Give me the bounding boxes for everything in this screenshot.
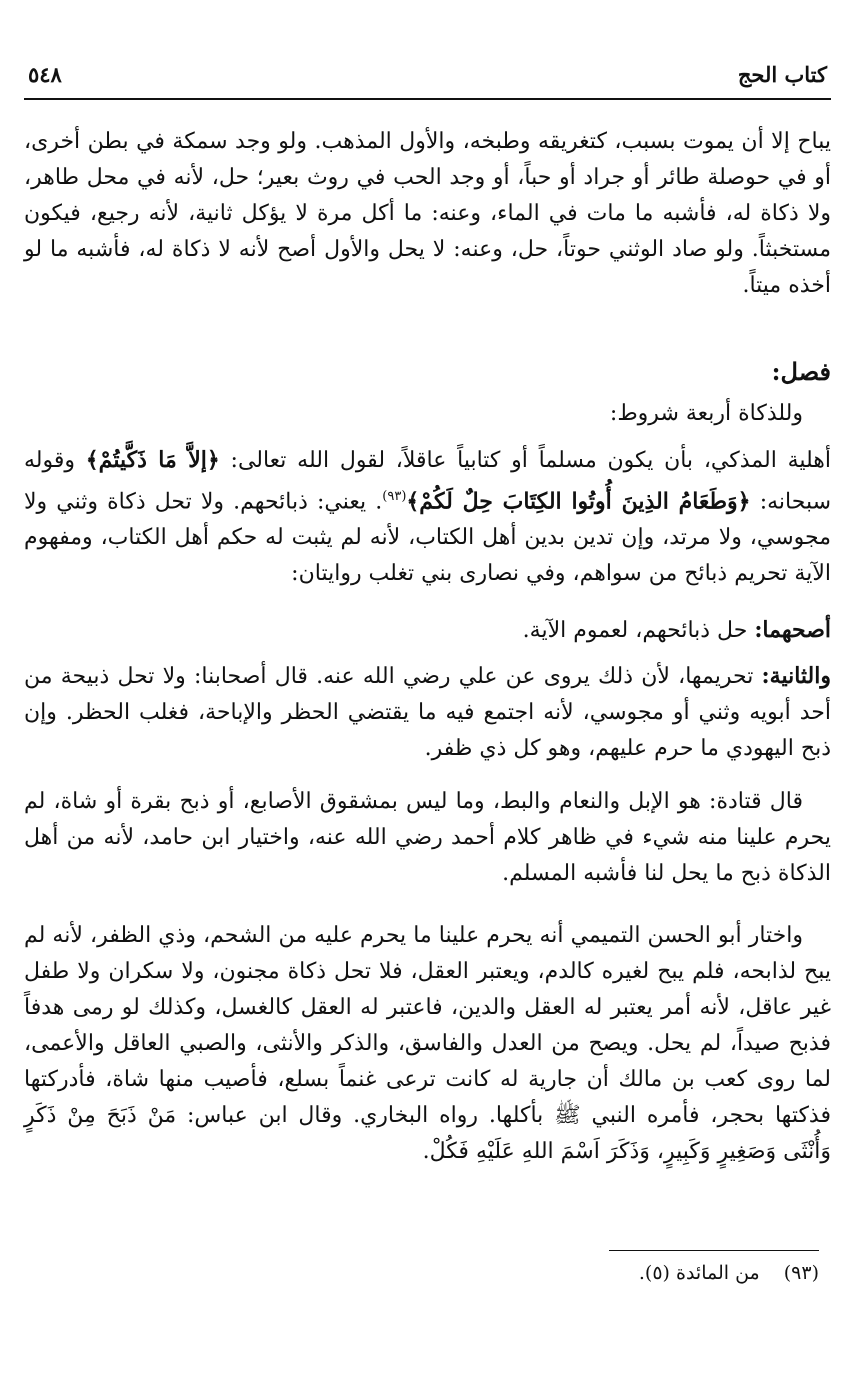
paragraph-7	[24, 918, 831, 1170]
paragraph-7-text: واختار أبو الحسن التميمي أنه يحرم علينا ما يحرم عليه من الشحم، وذي الظفر، لأنه لم يبح لذابحه، فلم يبح لغيره كالدم، ويعتبر العقل، فلا تحل ذكاة مجنون، ولا سكران ولا طفل غير عاقل، لأنه أمر يعتبر له العقل والدين، فاعتبر له العقل كالغسل، وكذلك لو رمى هدفاً فذبح صيداً، لم يحل. ويصح من العدل والفاسق، والذكر والأنثى، والصبي العاقل والأعمى، لما روى كعب بن مالك أن جارية له كانت ترعى غنماً بسلع، فأصيب منها شاة، فأدركتها فذكتها بحجر، فأمره النبي ﷺ بأكلها. رواه البخاري. وقال ابن عباس: مَنْ ذَبَحَ مِنْ ذَكَرٍ وَأُنْثَى وَصَغِيرٍ وَكَبِيرٍ، وَذَكَرَ اَسْمَ اللهِ عَلَيْهِ فَكُلْ.	[24, 923, 831, 1164]
paragraph-4	[24, 612, 831, 649]
header-rule	[24, 98, 831, 100]
footnote-marker: (٩٣)	[382, 489, 407, 504]
running-title: كتاب الحج	[737, 62, 827, 87]
footnote-text: من المائدة (٥).	[638, 1262, 760, 1284]
footnote	[615, 1262, 819, 1284]
paragraph-1-text: يباح إلا أن يموت بسبب، كتغريقه وطبخه، والأول المذهب. ولو وجد سمكة في بطن أخرى، أو في حوصلة طائر أو جراد أو حباً، أو وجد الحب في روث بعير؛ حل، لأنه في محل طاهر، ولا ذكاة له، فأشبه ما مات في الماء، وعنه: ما أكل مرة لا يؤكل ثانية، لأنه رجيع، فيكون مستخبثاً. ولو صاد الوثني حوتاً، حل، وعنه: لا يحل والأول أصح لأنه لا ذكاة له، فأشبه ما لو أخذه ميتاً.	[24, 129, 831, 298]
paragraph-4-lead: أصحهما:	[754, 617, 831, 643]
paragraph-2	[24, 396, 831, 432]
paragraph-3-text-a: أهلية المذكي، بأن يكون مسلماً أو كتابياً عاقلاً، لقول الله تعالى:	[230, 448, 832, 473]
paragraph-5-lead: والثانية:	[761, 663, 831, 689]
paragraph-3-text-c: . يعني: ذبائحهم. ولا تحل ذكاة وثني ولا مجوسي، ولا مرتد، وإن تدين بدين أهل الكتاب، لأنه لم يثبت له حكم أهل الكتاب، ومفهوم الآية تحريم ذبائح من سواهم، وفي نصارى بني تغلب روايتان:	[24, 489, 831, 587]
section-heading-text: فصل:	[771, 357, 831, 386]
paragraph-1	[24, 124, 831, 304]
paragraph-6-text: قال قتادة: هو الإبل والنعام والبط، وما ليس بمشقوق الأصابع، أو ذبح بقرة أو شاة، لم يحرم علينا منه شيء في ظاهر كلام أحمد رضي الله عنه، واختيار ابن حامد، لأنه من أهل الذكاة ذبح ما يحل لنا فأشبه المسلم.	[24, 789, 831, 886]
page-number: ٥٤٨	[28, 62, 62, 87]
footnote-number: (٩٣)	[783, 1262, 819, 1284]
paragraph-5-text: تحريمها، لأن ذلك يروى عن علي رضي الله عنه. قال أصحابنا: ولا تحل ذبيحة من أحد أبويه وثني أو مجوسي، لأنه اجتمع فيه ما يقتضي الحظر والإباحة، فغلب الحظر. وإن ذبح اليهودي ما حرم عليهم، وهو كل ذي ظفر.	[24, 664, 831, 761]
section-heading	[24, 354, 831, 390]
page-header	[24, 58, 831, 98]
paragraph-3	[24, 442, 831, 592]
paragraph-6	[24, 784, 831, 892]
quran-quote-1: ﴿إلاَّ مَا ذَكَّيتُمْ﴾	[85, 447, 220, 473]
paragraph-4-text: حل ذبائحهم، لعموم الآية.	[522, 618, 755, 643]
paragraph-2-text: وللذكاة أربعة شروط:	[609, 401, 803, 426]
quran-quote-2: ﴿وَطَعَامُ الذِينَ أُوتُوا الكِتَابَ حِلٌ لَكُمْ﴾	[406, 488, 751, 515]
paragraph-5	[24, 658, 831, 767]
footnote-rule	[609, 1250, 819, 1251]
paragraph-3-text-b: وقوله سبحانه:	[24, 448, 832, 515]
